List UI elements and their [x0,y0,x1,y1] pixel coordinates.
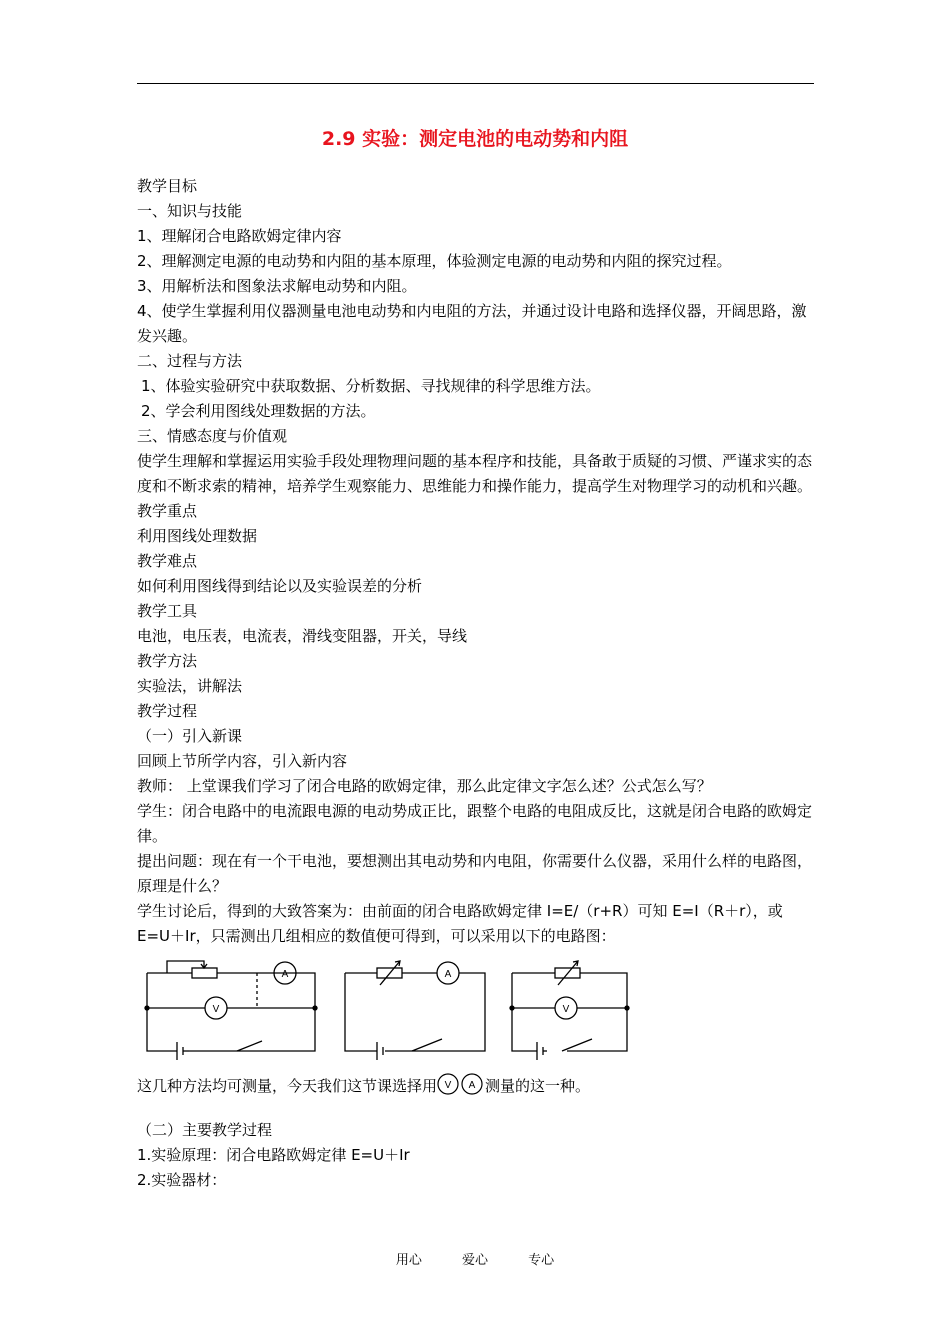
voltmeter-ammeter-icon [437,1073,485,1095]
section-heading: 教学目标 [137,177,198,195]
subheading: （一）引入新课 [137,727,243,745]
inline-ammeter-label: A [468,1080,476,1091]
section-heading: 教学方法 [137,652,198,670]
paragraph: 1、理解闭合电路欧姆定律内容 [137,227,342,245]
paragraph: 回顾上节所学内容，引入新内容 [137,752,348,770]
paragraph: 2、理解测定电源的电动势和内阻的基本原理，体验测定电源的电动势和内阻的探究过程。 [137,252,732,270]
paragraph: 实验法，讲解法 [137,677,243,695]
paragraph: 如何利用图线得到结论以及实验误差的分析 [137,577,423,595]
paragraph: 2.实验器材： [137,1171,227,1189]
paragraph: 2、学会利用图线处理数据的方法。 [141,402,376,420]
footer-item: 专心 [528,1253,555,1268]
header-rule [137,83,814,84]
paragraph: 利用图线处理数据 [137,527,258,545]
paragraph: 学生讨论后，得到的大致答案为：由前面的闭合电路欧姆定律 I=E/（r+R）可知 E=I（R＋r），或 E=U＋Ir，只需测出几组相应的数值便可得到，可以采用以下的电路图： [137,902,783,945]
voltmeter-label-1: V [212,1004,220,1015]
paragraph: 教师： 上堂课我们学习了闭合电路的欧姆定律，那么此定律文字怎么述？公式怎么写？ [137,777,712,795]
inline-voltmeter-label: V [444,1080,452,1091]
ammeter-label-1: A [281,969,289,980]
circuit-2 [345,961,485,1060]
section-heading: 教学重点 [137,502,198,520]
paragraph: 提出问题：现在有一个干电池，要想测出其电动势和内电阻，你需要什么仪器，采用什么样的电路图，原理是什么？ [137,852,813,895]
paragraph: 电池，电压表，电流表，滑线变阻器，开关，导线 [137,627,468,645]
paragraph: 1.实验原理：闭合电路欧姆定律 E=U＋Ir [137,1146,410,1164]
document-body [137,174,814,1193]
text-before-meters: 这几种方法均可测量，今天我们这节课选择用 [137,1077,438,1095]
subheading: 三、情感态度与价值观 [137,427,288,445]
ammeter-label-2: A [444,969,452,980]
text-after-meters: 测量的这一种。 [485,1077,591,1095]
circuit-1 [145,961,317,1060]
circuit-3 [510,961,629,1060]
subheading: 一、知识与技能 [137,202,243,220]
section-heading: 教学过程 [137,702,198,720]
footer-item: 用心 [395,1253,422,1268]
section-heading: 教学工具 [137,602,198,620]
paragraph [137,1073,814,1098]
section-heading: 教学难点 [137,552,198,570]
voltmeter-label-3: V [562,1004,570,1015]
page-footer [0,1249,950,1268]
paragraph: 使学生理解和掌握运用实验手段处理物理问题的基本程序和技能，具备敢于质疑的习惯、严谨求实的态度和不断求索的精神，培养学生观察能力、思维能力和操作能力，提高学生对物理学习的动机和兴趣。 [137,452,813,495]
circuit-figure [137,955,817,1065]
paragraph: 学生：闭合电路中的电流跟电源的电动势成正比，跟整个电路的电阻成反比，这就是闭合电路的欧姆定律。 [137,802,813,845]
subheading: （二）主要教学过程 [137,1121,273,1139]
paragraph: 4、使学生掌握利用仪器测量电池电动势和内电阻的方法，并通过设计电路和选择仪器，开阔思路，激发兴趣。 [137,302,807,345]
footer-item: 爱心 [461,1253,488,1268]
paragraph: 1、体验实验研究中获取数据、分析数据、寻找规律的科学思维方法。 [141,377,601,395]
circuit-diagrams [137,955,814,1065]
page-title: 2.9 实验：测定电池的电动势和内阻 [321,128,629,150]
paragraph: 3、用解析法和图象法求解电动势和内阻。 [137,277,417,295]
subheading: 二、过程与方法 [137,352,243,370]
